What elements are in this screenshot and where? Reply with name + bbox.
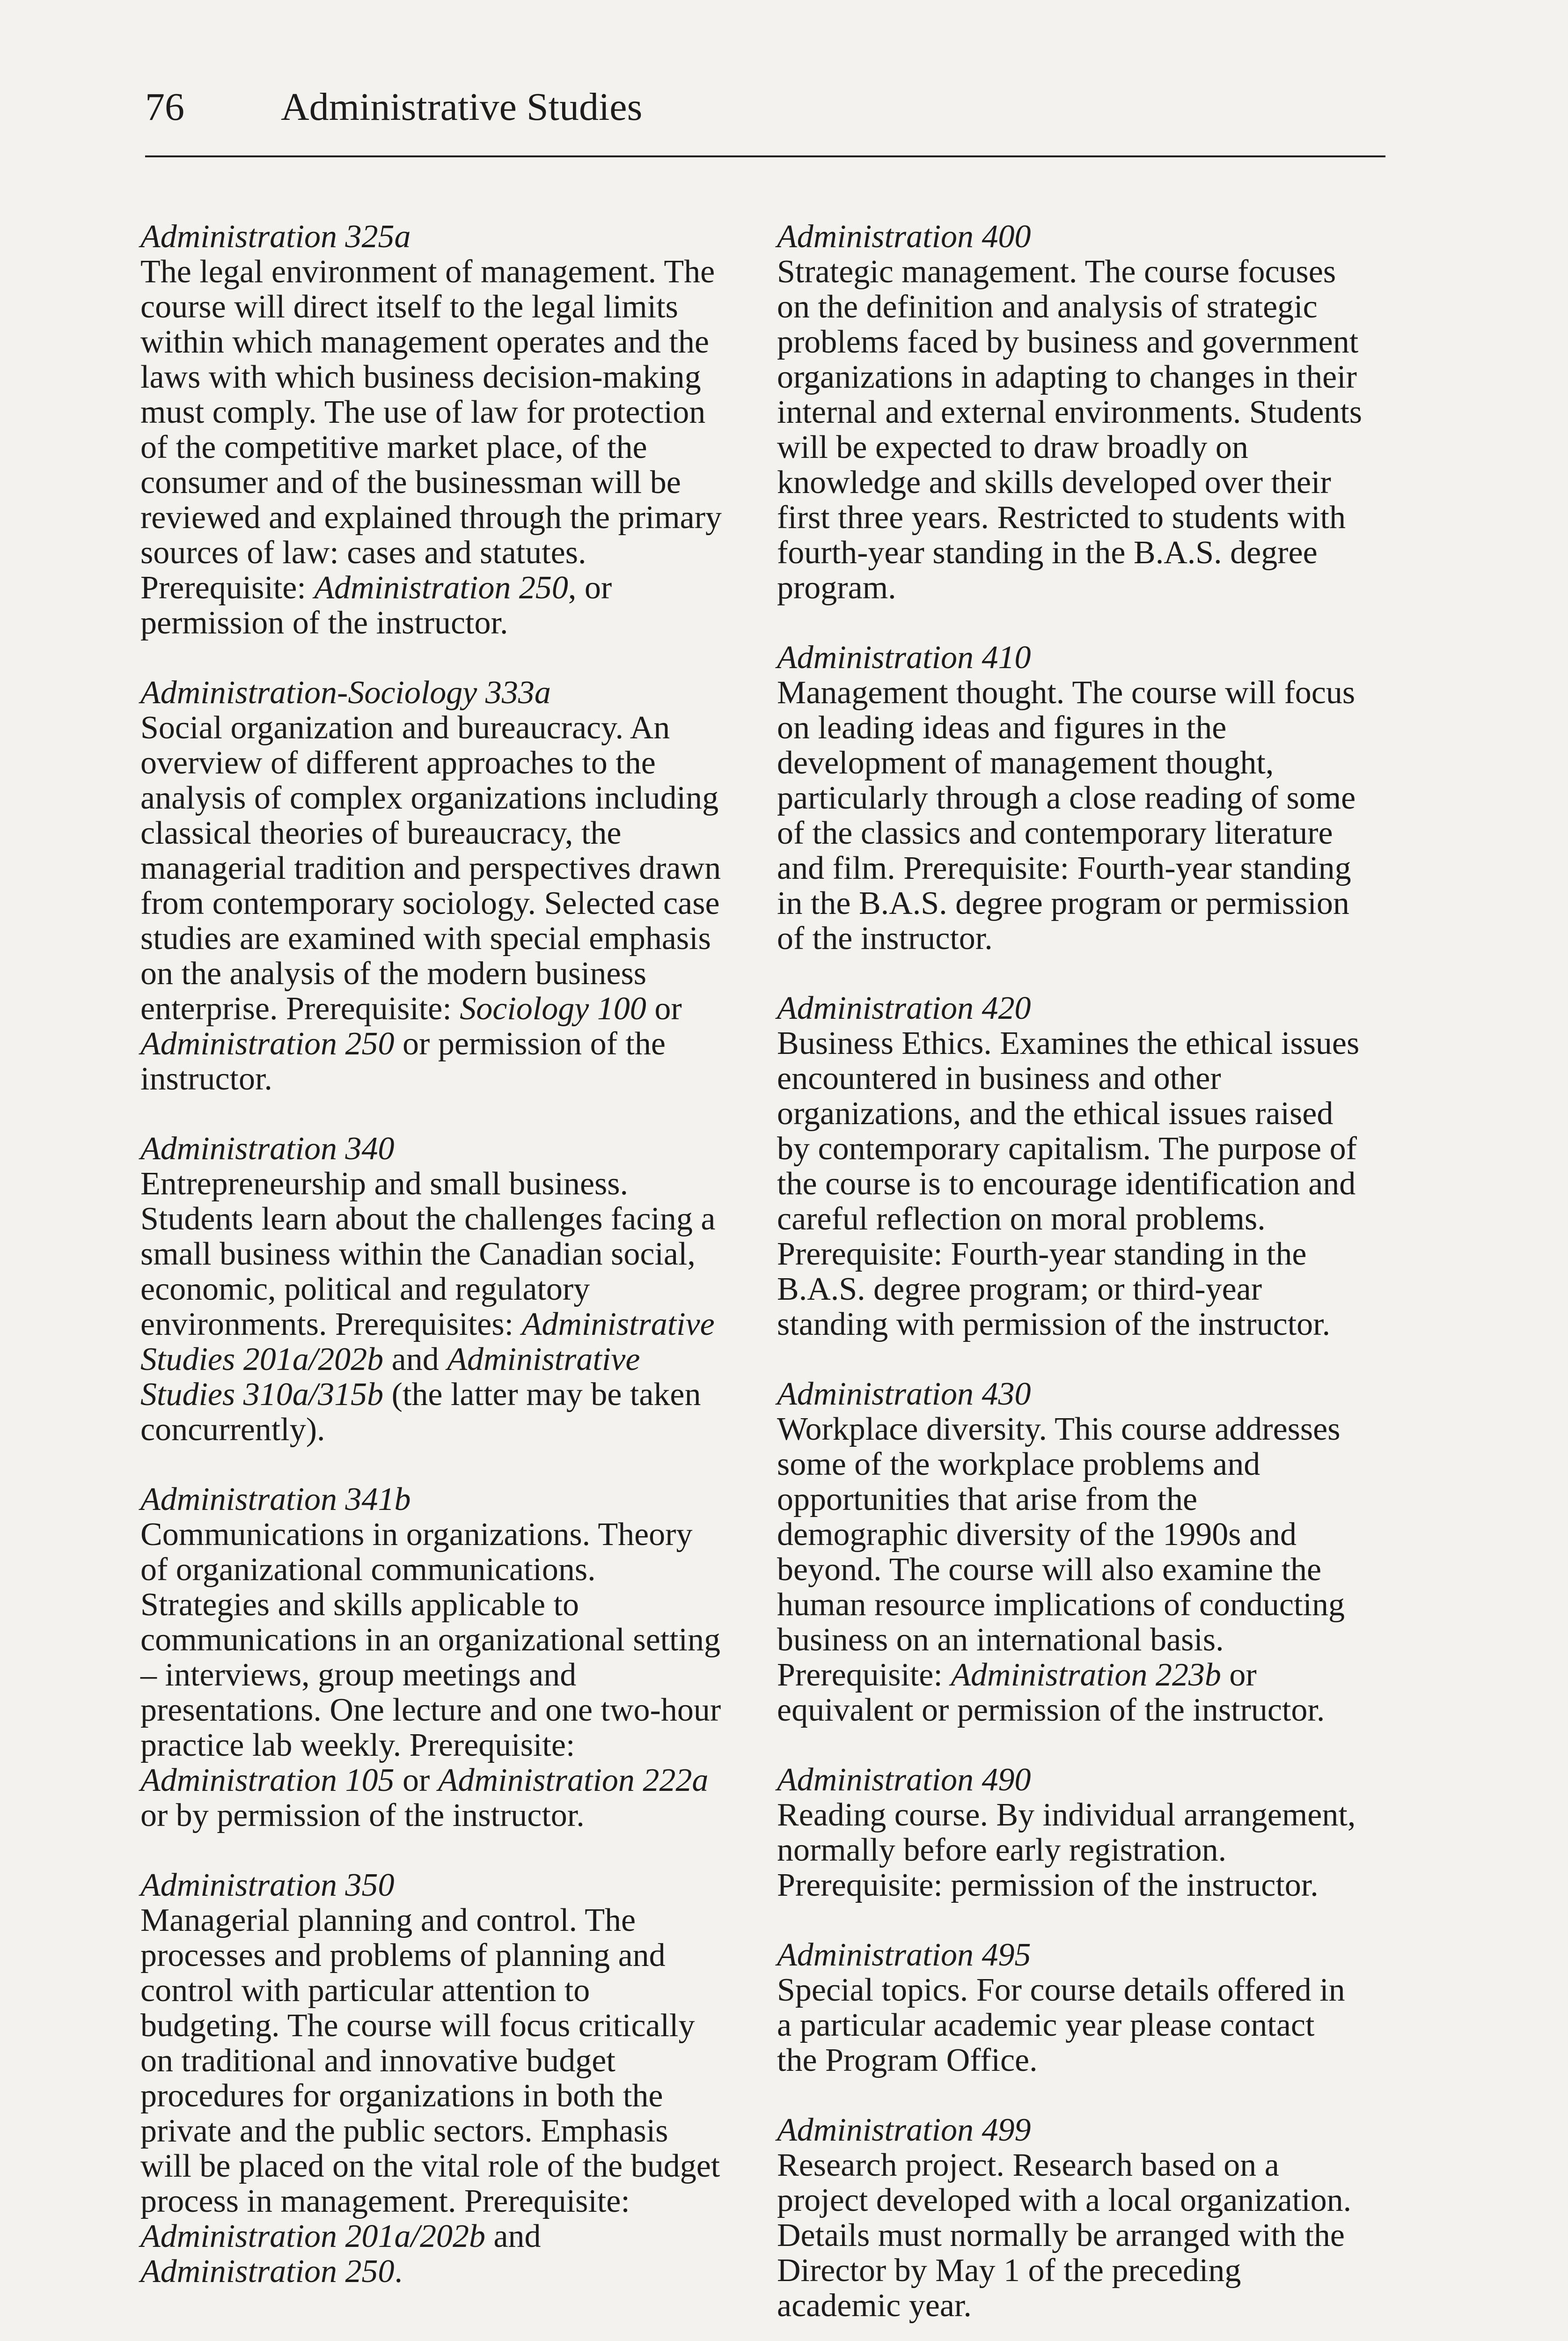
course-title: Administration 499 [777, 2112, 1031, 2148]
description-text: Managerial planning and control. The processes and problems of planning and control with particular attention to budgeting. The course will focus critically on traditional and innovative budget procedures for organizations in both the private and the public sectors. Emphasis will be placed on the vital role of the budget process in management. Prerequisite: [140, 1902, 720, 2219]
course-reference: Administration 223b [951, 1657, 1221, 1693]
course-title: Administration-Sociology 333a [140, 675, 551, 711]
page-number: 76 [145, 85, 184, 129]
description-text: or [394, 1762, 438, 1798]
description-text: or permission of the instructor. [140, 1026, 666, 1097]
course-description [140, 1517, 725, 1833]
course-title: Administration 495 [777, 1937, 1031, 1973]
running-head: Administrative Studies [281, 85, 643, 129]
course-description [777, 1412, 1362, 1728]
description-text: Strategic management. The course focuses on the definition and analysis of strategic problems faced by business and government organizations in adapting to changes in their internal and external environments. Students will be expected to draw broadly on knowledge and skills developed over their first three years. Restricted to students with fourth-year standing in the B.A.S. degree program. [777, 254, 1362, 606]
course-description [777, 1026, 1362, 1342]
course-entry [140, 219, 725, 640]
left-column [140, 219, 725, 2324]
description-text: Management thought. The course will focus on leading ideas and figures in the development of management thought, particularly through a close reading of some of the classics and contemporary literature and film. Prerequisite: Fourth-year standing in the B.A.S. degree program or permission of the instructor. [777, 675, 1356, 957]
course-title: Administration 410 [777, 640, 1031, 676]
page-header [145, 75, 1385, 155]
course-entry [777, 991, 1362, 1342]
course-title: Administration 340 [140, 1131, 395, 1167]
course-title: Administration 400 [777, 219, 1031, 255]
course-reference: Administrative Studies 310a/315b [140, 1341, 640, 1413]
course-entry [777, 1377, 1362, 1728]
description-text: Workplace diversity. This course addresses some of the workplace problems and opportunities that arise from the demographic diversity of the 1990s and beyond. The course will also examine the human resource implications of conducting business on an international basis. Prerequisite: [777, 1411, 1345, 1693]
description-text: or equivalent or permission of the instructor. [777, 1657, 1325, 1728]
course-description [777, 2148, 1362, 2323]
course-entry [777, 219, 1362, 605]
description-text: Business Ethics. Examines the ethical issues encountered in business and other organizations, and the ethical issues raised by contemporary capitalism. The purpose of the course is to encourage identification and careful reflection on moral problems. Prerequisite: Fourth-year standing in the B.A.S. degree program; or third-year standing with permission of the instructor. [777, 1025, 1360, 1342]
course-title: Administration 490 [777, 1762, 1031, 1798]
course-description [140, 1903, 725, 2289]
description-text: Research project. Research based on a project developed with a local organization. Details must normally be arranged with the Director by May 1 of the preceding academic year. [777, 2147, 1352, 2324]
description-text: and [383, 1341, 447, 1377]
course-description [140, 254, 725, 640]
course-reference: Administration 105 [140, 1762, 395, 1798]
course-description [777, 1973, 1362, 2078]
description-text: Entrepreneurship and small business. Students learn about the challenges facing a small business within the Canadian social, economic, political and regulatory environments. Prerequisites: [140, 1166, 716, 1342]
course-description [777, 1797, 1362, 1903]
description-text: and [485, 2218, 541, 2254]
course-description [777, 254, 1362, 605]
course-entry [777, 2113, 1362, 2323]
description-text: (the latter may be taken concurrently). [140, 1377, 701, 1448]
course-title: Administration 341b [140, 1481, 411, 1517]
course-reference: Sociology 100 [460, 991, 646, 1027]
course-title: Administration 325a [140, 219, 411, 255]
course-description [777, 675, 1362, 956]
description-text: The legal environment of management. The course will direct itself to the legal limits within which management operates and the laws with which business decision-making must comply. The use of law for protection of the competitive market place, of the consumer and of the businessman will be reviewed and explained through the primary sources of law: cases and statutes. Prerequisite: [140, 254, 722, 606]
course-entry [140, 1868, 725, 2289]
header-rule [145, 155, 1385, 157]
description-text: Reading course. By individual arrangement, normally before early registration. Prerequisite: permission of the instructor. [777, 1797, 1356, 1903]
course-entry [777, 640, 1362, 956]
right-column [777, 219, 1362, 2341]
description-text: or [646, 991, 682, 1027]
course-entry [777, 1937, 1362, 2078]
description-text: Special topics. For course details offered in a particular academic year please contact the Program Office. [777, 1972, 1345, 2078]
description-text: , or permission of the instructor. [140, 570, 612, 641]
course-description [140, 710, 725, 1097]
course-entry [140, 675, 725, 1097]
course-title: Administration 430 [777, 1376, 1031, 1412]
course-reference: Administrative Studies 201a/202b [140, 1306, 715, 1377]
course-entry [140, 1482, 725, 1833]
course-reference: Administration 201a/202b [140, 2218, 485, 2254]
course-reference: Administration 250 [140, 2253, 395, 2289]
course-title: Administration 420 [777, 990, 1031, 1026]
course-title: Administration 350 [140, 1867, 395, 1903]
course-reference: Administration 222a [438, 1762, 709, 1798]
description-text: or by permission of the instructor. [140, 1797, 585, 1833]
description-text: Communications in organizations. Theory of organizational communications. Strategies and skills applicable to communications in an organizational setting – interviews, group meetings and presentations. One lecture and one two-hour practice lab weekly. Prerequisite: [140, 1516, 721, 1763]
course-reference: Administration 250 [140, 1026, 395, 1062]
course-entry [777, 1762, 1362, 1903]
course-reference: Administration 250 [314, 570, 568, 606]
description-text: . [394, 2253, 403, 2289]
description-text: Social organization and bureaucracy. An overview of different approaches to the analysis of complex organizations including classical theories of bureaucracy, the managerial tradition and perspectives drawn from contemporary sociology. Selected case studies are examined with special emphasis on the analysis of the modern business enterprise. Prerequisite: [140, 710, 721, 1027]
course-description [140, 1166, 725, 1447]
course-entry [140, 1131, 725, 1447]
